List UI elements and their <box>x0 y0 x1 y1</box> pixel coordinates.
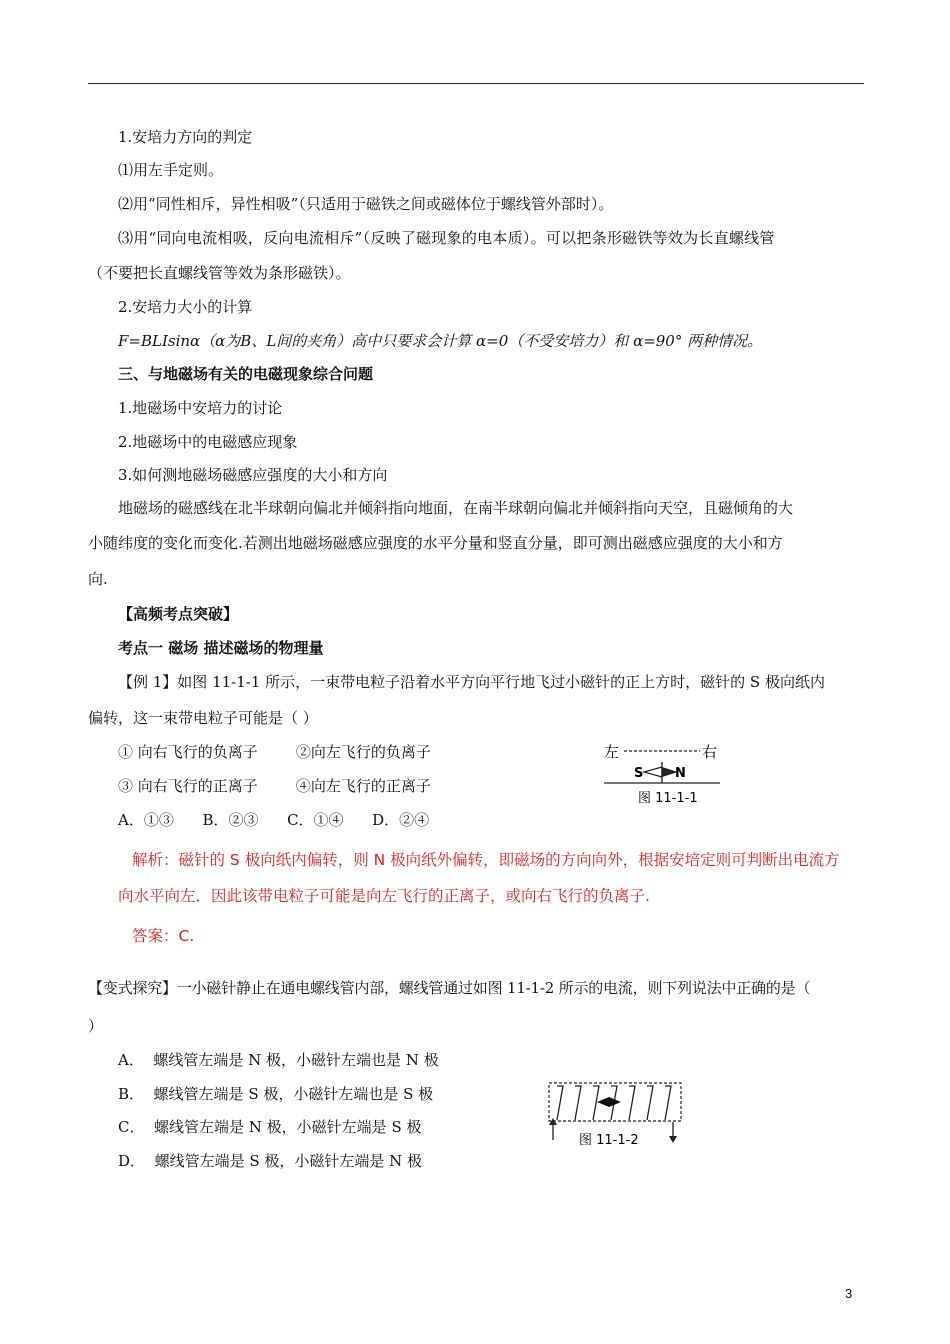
paragraph-line: 向. <box>88 570 108 588</box>
text-line: 3.如何测地磁场磁感应强度的大小和方向 <box>118 466 388 484</box>
analysis-text: 解析：磁针的 S 极向纸内偏转，则 N 极向纸外偏转，即磁场的方向向外，根据安培定则可判断出电流方 <box>132 851 840 869</box>
figure-compass <box>600 738 730 810</box>
option-line: A．①③ B．②③ C．①④ D．②④ <box>118 811 430 829</box>
figure-solenoid <box>545 1078 685 1158</box>
text-line: ⑶用“同向电流相吸，反向电流相斥”（反映了磁现象的电本质）。可以把条形磁铁等效为长直螺线管 <box>118 229 775 247</box>
page-number: 3 <box>845 1286 853 1301</box>
topic-heading: 考点一 磁场 描述磁场的物理量 <box>118 639 324 657</box>
fig-caption: 图 11-1-2 <box>579 1133 639 1148</box>
variant-question: 【变式探究】一小磁针静止在通电螺线管内部，螺线管通过如图 11-1-2 所示的电流，则下列说法中正确的是（ <box>88 979 811 997</box>
fig-caption: 图 11-1-1 <box>638 791 698 806</box>
fig-s-label: S <box>634 766 644 781</box>
example-question: 偏转，这一束带电粒子可能是（ ） <box>88 709 318 727</box>
example-question: 【例 1】如图 11-1-1 所示，一束带电粒子沿着水平方向平行地飞过小磁针的正上方时，磁针的 S 极向纸内 <box>118 673 825 691</box>
analysis-text: 向水平向左．因此该带电粒子可能是向左飞行的正离子，或向右飞行的负离子. <box>118 887 650 905</box>
needle-s-half <box>644 767 662 777</box>
option-line: ③ 向右飞行的正离子 ④向左飞行的正离子 <box>118 777 431 795</box>
header-rule <box>88 83 864 84</box>
option-line: ① 向右飞行的负离子 ②向左飞行的负离子 <box>118 743 431 761</box>
variant-option-d: D． 螺线管左端是 S 极，小磁针左端是 N 极 <box>118 1152 423 1170</box>
fig-right-label: 右 <box>702 743 718 761</box>
text-line: 1.地磁场中安培力的讨论 <box>118 399 283 417</box>
section-heading: 【高频考点突破】 <box>118 605 239 623</box>
paragraph-line: 地磁场的磁感线在北半球朝向偏北并倾斜指向地面，在南半球朝向偏北并倾斜指向天空，且磁倾角的大 <box>118 499 794 517</box>
fig-n-label: N <box>675 766 686 781</box>
current-down-arrow-icon <box>669 1136 677 1143</box>
answer-text: 答案：C. <box>132 927 195 945</box>
needle-icon <box>597 1097 621 1107</box>
text-line: 2.地磁场中的电磁感应现象 <box>118 433 298 451</box>
variant-option-c: C． 螺线管左端是 N 极，小磁针左端是 S 极 <box>118 1118 422 1136</box>
variant-question: ） <box>88 1017 104 1035</box>
text-line: 2.安培力大小的计算 <box>118 298 253 316</box>
variant-option-a: A． 螺线管左端是 N 极，小磁针左端也是 N 极 <box>118 1051 439 1069</box>
formula-line: F=BLIsinα（α为B、L间的夹角）高中只要求会计算 α=0（不受安培力）和 α=90° 两种情况。 <box>118 332 763 350</box>
section-heading: 三、与地磁场有关的电磁现象综合问题 <box>118 365 374 383</box>
text-line: 1.安培力方向的判定 <box>118 128 253 146</box>
text-line: ⑵用“同性相斥，异性相吸”（只适用于磁铁之间或磁体位于螺线管外部时）。 <box>118 195 614 213</box>
text-line: ⑴用左手定则。 <box>118 161 224 179</box>
variant-option-b: B． 螺线管左端是 S 极，小磁针左端也是 S 极 <box>118 1085 434 1103</box>
fig-left-label: 左 <box>604 743 620 761</box>
paragraph-line: 小随纬度的变化而变化.若测出地磁场磁感应强度的水平分量和竖直分量，即可测出磁感应强度的大小和方 <box>88 534 783 552</box>
text-line: （不要把长直螺线管等效为条形磁铁）。 <box>88 264 351 282</box>
